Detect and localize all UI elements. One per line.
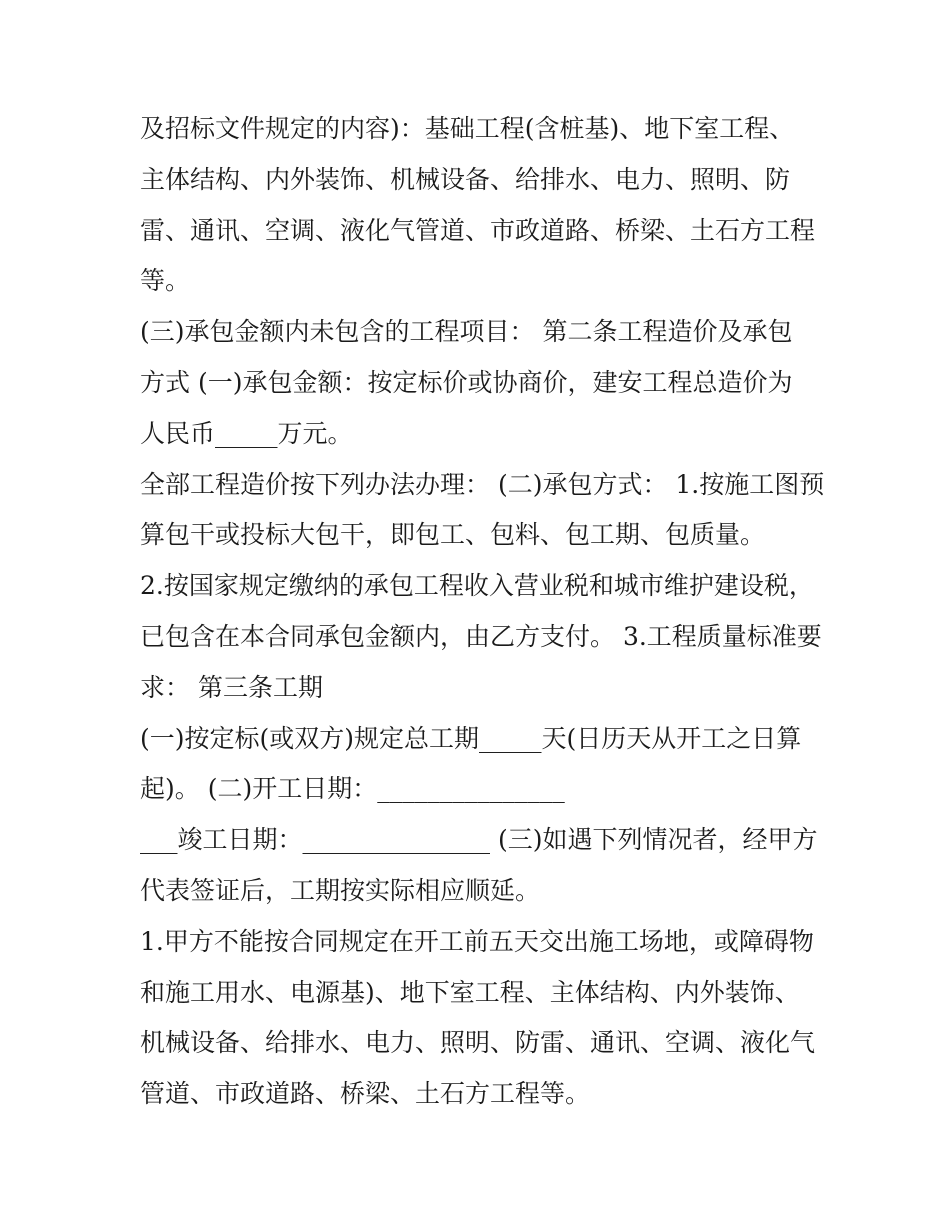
text-line-3: 雷、通讯、空调、液化气管道、市政道路、桥梁、土石方工程: [140, 215, 816, 245]
text-line-14: 起)。 (二)开工日期：_______________: [140, 774, 565, 804]
text-line-10: 2.按国家规定缴纳的承包工程收入营业税和城市维护建设税，: [140, 571, 814, 601]
text-line-9: 算包干或投标大包干，即包工、包料、包工期、包质量。: [140, 520, 766, 550]
text-line-17: 1.甲方不能按合同规定在开工前五天交出施工场地，或障碍物: [140, 926, 814, 956]
text-line-12: 求： 第三条工期: [140, 672, 323, 702]
text-line-16: 代表签证后，工期按实际相应顺延。: [140, 875, 541, 905]
text-line-13: (一)按定标(或双方)规定总工期_____天(日历天从开工之日算: [140, 723, 802, 753]
text-line-4: 等。: [140, 266, 191, 296]
document-body: [140, 104, 825, 1120]
text-line-19: 机械设备、给排水、电力、照明、防雷、通讯、空调、液化气: [140, 1028, 816, 1058]
text-line-18: 和施工用水、电源基)、地下室工程、主体结构、内外装饰、: [140, 977, 800, 1007]
text-line-20: 管道、市政道路、桥梁、土石方工程等。: [140, 1079, 591, 1109]
text-line-15: ___竣工日期：_______________ (三)如遇下列情况者，经甲方: [140, 825, 818, 855]
text-line-7: 人民币_____万元。: [140, 418, 353, 448]
text-line-11: 已包含在本合同承包金额内，由乙方支付。 3.工程质量标准要: [140, 621, 822, 651]
text-line-8: 全部工程造价按下列办法办理： (二)承包方式： 1.按施工图预: [140, 469, 825, 499]
text-line-5: (三)承包金额内未包含的工程项目： 第二条工程造价及承包: [140, 317, 793, 347]
text-line-1: 及招标文件规定的内容)：基础工程(含桩基)、地下室工程、: [140, 114, 795, 143]
text-line-6: 方式 (一)承包金额：按定标价或协商价，建安工程总造价为: [140, 367, 793, 397]
text-line-2: 主体结构、内外装饰、机械设备、给排水、电力、照明、防: [140, 164, 791, 194]
